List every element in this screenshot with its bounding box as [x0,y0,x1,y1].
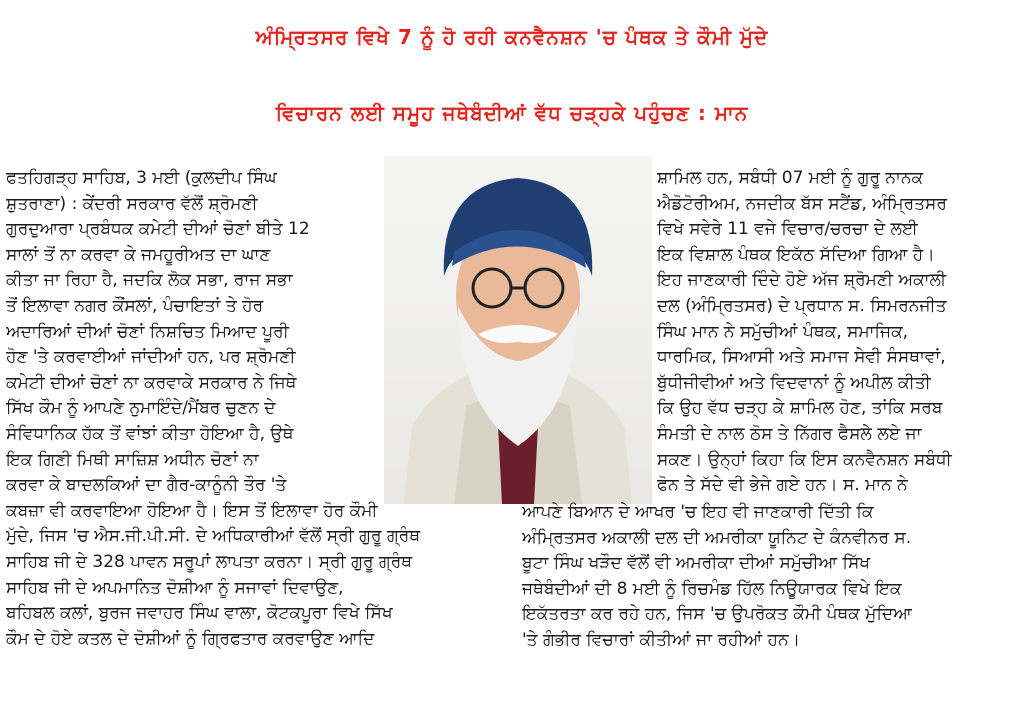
article-line: ਫਤਹਿਗੜ੍ਹ ਸਾਹਿਬ, 3 ਮਈ (ਕੁਲਦੀਪ ਸਿੰਘ [6,168,277,188]
article-line: ਕਬਜ਼ਾ ਵੀ ਕਰਵਾਇਆ ਹੋਇਆ ਹੈ। ਇਸ ਤੋਂ ਇਲਾਵਾ ਹੋਰ ਕੌਮੀ [6,500,378,521]
article-line: ਸਿੱਖ ਕੌਮ ਨੂੰ ਆਪਣੇ ਨੁਮਾਇੰਦੇ/ਮੈਂਬਰ ਚੁਣਨ ਦੇ [6,398,276,419]
article-line: ਕਿ ਉਹ ਵੱਧ ਚੜ੍ਹ ਕੇ ਸ਼ਾਮਿਲ ਹੋਣ, ਤਾਂਕਿ ਸਰਬ [657,398,943,419]
article-line: ਹੋਣ 'ਤੇ ਕਰਵਾਈਆਂ ਜਾਂਦੀਆਂ ਹਨ, ਪਰ ਸ਼੍ਰੋਮਣੀ [6,347,296,368]
article-line: ਦਲ (ਅੰਮ੍ਰਿਤਸਰ) ਦੇ ਪ੍ਰਧਾਨ ਸ. ਸਿਮਰਨਜੀਤ [657,295,947,316]
article-line: ਧਾਰਮਿਕ, ਸਿਆਸੀ ਅਤੇ ਸਮਾਜ ਸੇਵੀ ਸੰਸਥਾਵਾਂ, [657,347,946,368]
article-line: ਵਿਖੇ ਸਵੇਰੇ 11 ਵਜੇ ਵਿਚਾਰ/ਚਰਚਾ ਦੇ ਲਈ [657,219,918,240]
article-line: ਫੋਨ ਤੇ ਸੱਦੇ ਵੀ ਭੇਜੇ ਗਏ ਹਨ। ਸ. ਮਾਨ ਨੇ [657,475,908,496]
article-line: ਸੰਮਤੀ ਦੇ ਨਾਲ ਠੋਸ ਤੇ ਨਿੱਗਰ ਫੈਸਲੇ ਲਏ ਜਾ [657,423,922,444]
article-line: ਇਕ ਵਿਸ਼ਾਲ ਪੰਥਕ ਇਕੱਠ ਸੱਦਿਆ ਗਿਆ ਹੈ। [657,244,935,265]
article-line: ਸਾਹਿਬ ਜੀ ਦੇ 328 ਪਾਵਨ ਸਰੂਪਾਂ ਲਾਪਤਾ ਕਰਨਾ। ਸ੍ਰੀ ਗੁਰੂ ਗ੍ਰੰਥ [6,551,413,572]
article-line: ਜਥੇਬੰਦੀਆਂ ਦੀ 8 ਮਈ ਨੂੰ ਰਿਚਮੰਡ ਹਿੱਲ ਨਿਊਯਾਰਕ ਵਿਖੇ ਇਕ [522,578,902,599]
article-line: ਸ਼ੁਤਰਾਣਾ) : ਕੇਂਦਰੀ ਸਰਕਾਰ ਵੱਲੋਂ ਸ਼੍ਰੋਮਣੀ [6,193,258,214]
article-line: ਕਮੇਟੀ ਦੀਆਂ ਚੋਣਾਂ ਨਾ ਕਰਵਾਕੇ ਸਰਕਾਰ ਨੇ ਜਿਥੇ [6,372,297,393]
article-line: ਸਾਲਾਂ ਤੋਂ ਨਾ ਕਰਵਾ ਕੇ ਜਮਹੂਰੀਅਤ ਦਾ ਘਾਣ [6,244,271,265]
portrait-illustration [384,156,652,504]
article-line: ਅੰਮ੍ਰਿਤਸਰ ਅਕਾਲੀ ਦਲ ਦੀ ਅਮਰੀਕਾ ਯੂਨਿਟ ਦੇ ਕੰਨਵੀਨਰ ਸ. [522,527,912,548]
article-line: ਐਡੋਟੋਰੀਅਮ, ਨਜਦੀਕ ਬੱਸ ਸਟੈਂਡ, ਅੰਮ੍ਰਿਤਸਰ [657,193,947,214]
article-line: ਇਹ ਜਾਣਕਾਰੀ ਦਿੰਦੇ ਹੋਏ ਅੱਜ ਸ਼੍ਰੋਮਣੀ ਅਕਾਲੀ [657,270,947,291]
article-line: ਇਕੱਤਰਤਾ ਕਰ ਰਹੇ ਹਨ, ਜਿਸ 'ਚ ਉਪਰੋਕਤ ਕੌਮੀ ਪੰਥਕ ਮੁੱਦਿਆ [522,604,912,625]
article-line: ਕਰਵਾ ਕੇ ਬਾਦਲਕਿਆਂ ਦਾ ਗੈਰ-ਕਾਨੂੰਨੀ ਤੌਰ 'ਤੇ [6,475,287,496]
article-line: 'ਤੇ ਗੰਭੀਰ ਵਿਚਾਰਾਂ ਕੀਤੀਆਂ ਜਾ ਰਹੀਆਂ ਹਨ। [522,629,801,650]
article-line: ਆਪਣੇ ਬਿਆਨ ਦੇ ਆਖਰ 'ਚ ਇਹ ਵੀ ਜਾਣਕਾਰੀ ਦਿੱਤੀ ਕਿ [522,502,874,522]
headline-line-1: ਅੰਮ੍ਰਿਤਸਰ ਵਿਖੇ 7 ਨੂੰ ਹੋ ਰਹੀ ਕਨਵੈਨਸ਼ਨ 'ਚ ਪੰਥਕ ਤੇ ਕੌਮੀ ਮੁੱਦੇ [255,25,769,49]
article-line: ਅਦਾਰਿਆਂ ਦੀਆਂ ਚੋਣਾਂ ਨਿਸ਼ਚਿਤ ਮਿਆਦ ਪੂਰੀ [6,321,289,342]
article-line: ਸਿੰਘ ਮਾਨ ਨੇ ਸਮੁੱਚੀਆਂ ਪੰਥਕ, ਸਮਾਜਿਕ, [657,321,909,342]
article-line: ਬੂਟਾ ਸਿੰਘ ਖੜੌਦ ਵੱਲੋਂ ਵੀ ਅਮਰੀਕਾ ਦੀਆਂ ਸਮੁੱਚੀਆ ਸਿੱਖ [522,553,871,574]
article-line: ਬਹਿਬਲ ਕਲਾਂ, ਬੁਰਜ ਜਵਾਹਰ ਸਿੰਘ ਵਾਲਾ, ਕੋਟਕਪੂਰਾ ਵਿਖੇ ਸਿੱਖ [6,603,393,624]
article-line: ਇਕ ਗਿਣੀ ਮਿਥੀ ਸਾਜ਼ਿਸ਼ ਅਧੀਨ ਚੋਣਾਂ ਨਾ [6,449,259,470]
article-line: ਬੁੱਧੀਜੀਵੀਆਂ ਅਤੇ ਵਿਦਵਾਨਾਂ ਨੂੰ ਅਪੀਲ ਕੀਤੀ [657,372,931,393]
article-line: ਸਕਣ। ਉਨ੍ਹਾਂ ਕਿਹਾ ਕਿ ਇਸ ਕਨਵੈਨਸ਼ਨ ਸਬੰਧੀ [657,449,952,470]
article-line: ਮੁੱਦੇ, ਜਿਸ 'ਚ ਐਸ.ਜੀ.ਪੀ.ਸੀ. ਦੇ ਅਧਿਕਾਰੀਆਂ ਵੱਲੋਂ ਸ੍ਰੀ ਗੁਰੂ ਗ੍ਰੰਥ [6,526,421,547]
article-line: ਕੀਤਾ ਜਾ ਰਿਹਾ ਹੈ, ਜਦਕਿ ਲੋਕ ਸਭਾ, ਰਾਜ ਸਭਾ [6,270,293,291]
article-line: ਸੰਵਿਧਾਨਿਕ ਹੱਕ ਤੋਂ ਵਾਂਝਾਂ ਕੀਤਾ ਹੋਇਆ ਹੈ, ਉਥੇ [6,423,294,444]
headline-line-2: ਵਿਚਾਰਨ ਲਈ ਸਮੂਹ ਜਥੇਬੰਦੀਆਂ ਵੱਧ ਚੜ੍ਹਕੇ ਪਹੁੰਚਣ : ਮਾਨ [275,101,749,125]
article-column-right [657,166,1017,499]
portrait-photo [384,156,652,504]
article-line: ਸ਼ਾਮਿਲ ਹਨ, ਸਬੰਧੀ 07 ਮਈ ਨੂੰ ਗੁਰੂ ਨਾਨਕ [657,168,924,188]
article-column-right-wide [522,500,1017,654]
article-line: ਸਾਹਿਬ ਜੀ ਦੇ ਅਪਮਾਨਿਤ ਦੋਸ਼ੀਆ ਨੂੰ ਸਜਾਵਾਂ ਦਿਵਾਉਣ, [6,577,344,598]
article-line: ਤੋਂ ਇਲਾਵਾ ਨਗਰ ਕੌਂਸਲਾਂ, ਪੰਚਾਇਤਾਂ ਤੇ ਹੋਰ [6,295,264,316]
article-line: ਕੌਮ ਦੇ ਹੋਏ ਕਤਲ ਦੇ ਦੋਸ਼ੀਆਂ ਨੂੰ ਗ੍ਰਿਫਤਾਰ ਕਰਵਾਉਣ ਆਦਿ [6,628,375,649]
article-line: ਗੁਰਦੁਆਰਾ ਪ੍ਰਬੰਧਕ ਕਮੇਟੀ ਦੀਆਂ ਚੋਣਾਂ ਬੀਤੇ 12 [6,219,310,240]
